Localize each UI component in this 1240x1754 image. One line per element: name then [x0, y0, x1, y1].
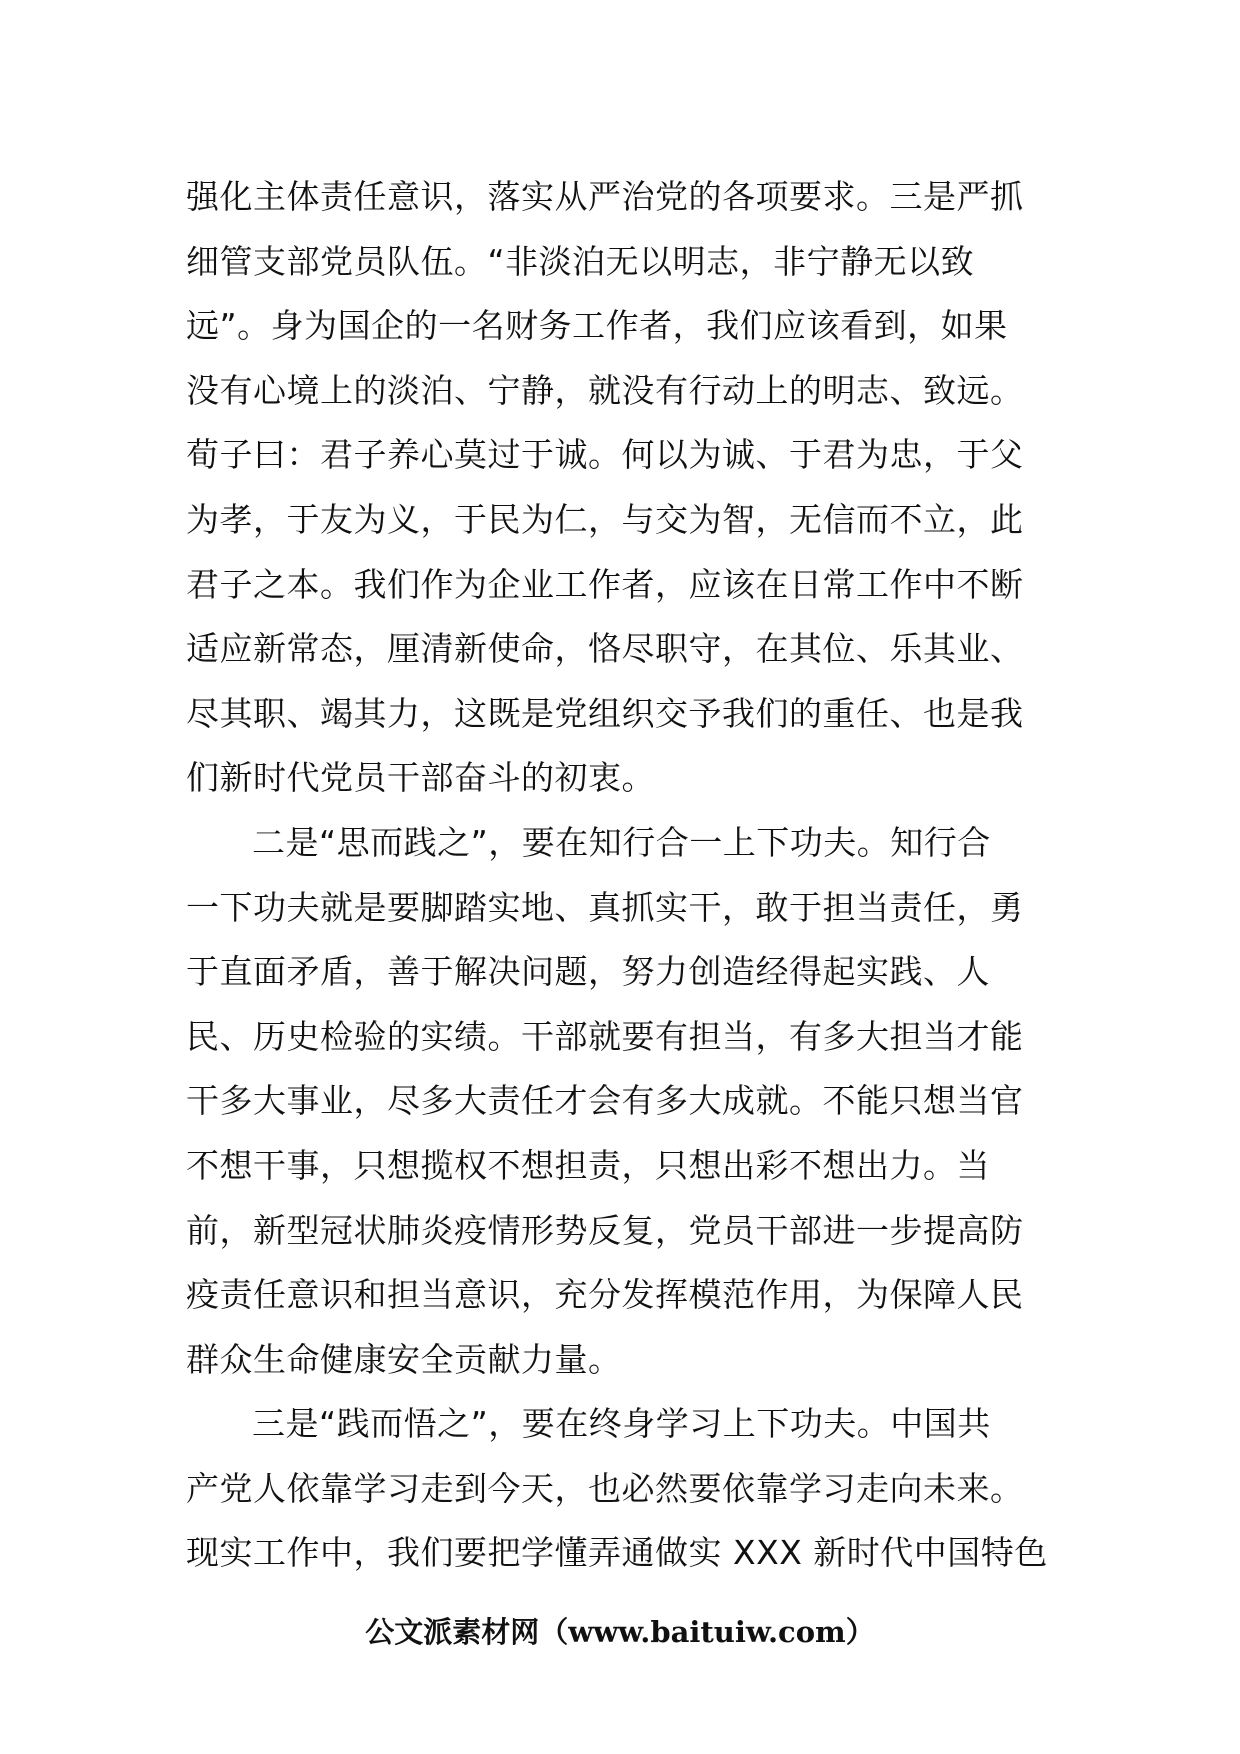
text-line: 疫责任意识和担当意识，充分发挥模范作用，为保障人民: [186, 1275, 1024, 1315]
text-line: 群众生命健康安全贡献力量。: [186, 1339, 622, 1379]
text-line: 细管支部党员队伍。“非淡泊无以明志，非宁静无以致: [186, 241, 975, 281]
document-body: [186, 165, 1056, 1586]
page-footer: 公文派素材网（www.baituiw.com）: [365, 1615, 875, 1649]
text-line: 没有心境上的淡泊、宁静，就没有行动上的明志、致远。: [186, 370, 1024, 410]
text-line: 不想干事，只想揽权不想担责，只想出彩不想出力。当: [186, 1145, 990, 1185]
text-line: 于直面矛盾，善于解决问题，努力创造经得起实践、人: [186, 952, 990, 992]
text-line: 尽其职、竭其力，这既是党组织交予我们的重任、也是我: [186, 693, 1024, 733]
text-line: 为孝，于友为义，于民为仁，与交为智，无信而不立，此: [186, 499, 1024, 539]
text-line: 民、历史检验的实绩。干部就要有担当，有多大担当才能: [186, 1016, 1024, 1056]
paragraph-start-line: 二是“思而践之”，要在知行合一上下功夫。知行合: [252, 822, 991, 862]
text-line: 们新时代党员干部奋斗的初衷。: [186, 758, 655, 798]
text-line: 前，新型冠状肺炎疫情形势反复，党员干部进一步提高防: [186, 1210, 1024, 1250]
text-line: 现实工作中，我们要把学懂弄通做实 XXX 新时代中国特色: [186, 1533, 1048, 1573]
text-line: 适应新常态，厘清新使命，恪尽职守，在其位、乐其业、: [186, 629, 1024, 669]
text-line: 一下功夫就是要脚踏实地、真抓实干，敢于担当责任，勇: [186, 887, 1024, 927]
text-line: 产党人依靠学习走到今天，也必然要依靠学习走向未来。: [186, 1468, 1024, 1508]
text-line: 强化主体责任意识，落实从严治党的各项要求。三是严抓: [186, 177, 1024, 216]
text-line: 远”。身为国企的一名财务工作者，我们应该看到，如果: [186, 306, 1008, 346]
text-line: 干多大事业，尽多大责任才会有多大成就。不能只想当官: [186, 1081, 1024, 1121]
text-line: 君子之本。我们作为企业工作者，应该在日常工作中不断: [186, 564, 1024, 604]
paragraph-start-line: 三是“践而悟之”，要在终身学习上下功夫。中国共: [252, 1404, 991, 1444]
text-line: 荀子曰：君子养心莫过于诚。何以为诚、于君为忠，于父: [186, 435, 1024, 475]
